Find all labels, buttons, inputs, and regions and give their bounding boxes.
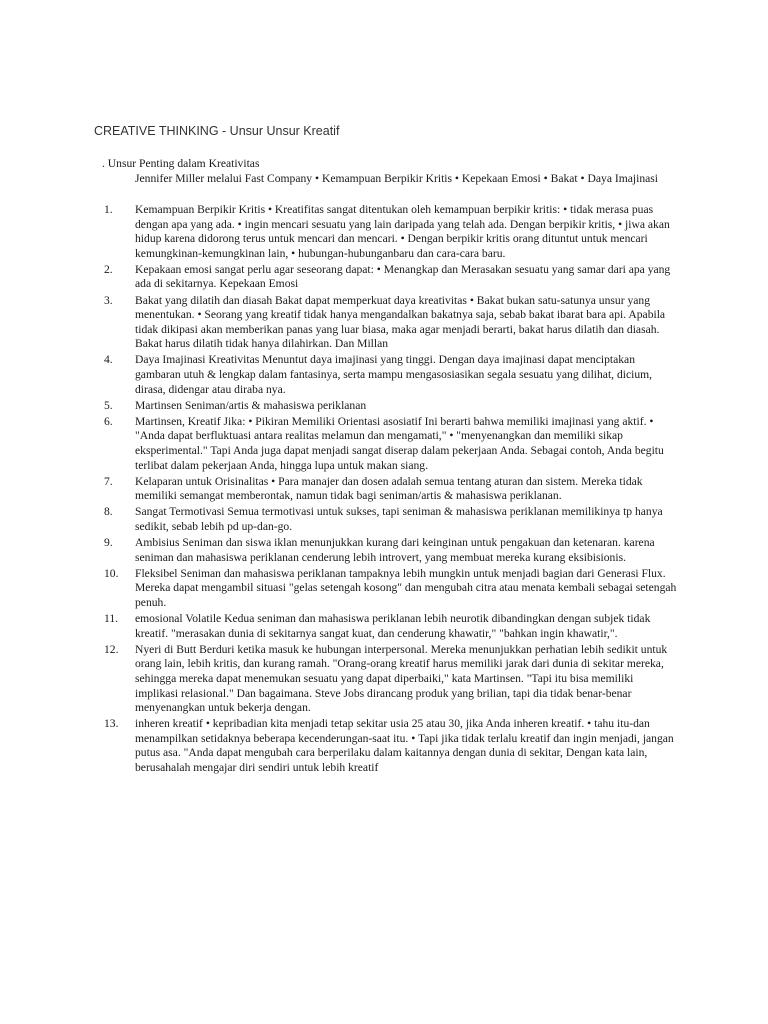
list-item [104, 475, 679, 504]
list-item-number: 11. [104, 612, 119, 626]
list-item-number: 13. [104, 717, 119, 731]
intro-heading: . Unsur Penting dalam Kreativitas [102, 157, 260, 170]
list-item [104, 263, 679, 292]
list-item-text: Ambisius Seniman dan siswa iklan menunjukkan kurang dari keinginan untuk pengakuan dan ketenaran. karena seniman dan mahasiswa periklanan cenderung lebih introvert, yang membuat mereka kurang eksibisionis. [135, 536, 655, 564]
list-item-number: 5. [104, 398, 113, 412]
intro-block [102, 157, 682, 186]
list-item-text: Daya Imajinasi Kreativitas Menuntut daya imajinasi yang tinggi. Dengan daya imajinasi dapat menciptakan gambaran utuh & lengkap dalam fantasinya, serta mampu mengasosiasikan segala sesuatu yang dilihat, dicium, dirasa, didengar atau diraba nya. [135, 353, 653, 396]
list-item [104, 567, 679, 611]
list-item-number: 1. [104, 203, 113, 216]
list-item-number: 9. [104, 536, 113, 550]
list-item-text: Nyeri di Butt Berduri ketika masuk ke hubungan interpersonal. Mereka menunjukkan perhatian lebih sedikit untuk orang lain, lebih kritis, dan kurang ramah. "Orang-orang kreatif harus memiliki jarak dari dunia di sekitar mereka, sehingga mereka dapat menemukan sesuatu yang dapat diperbaiki," kata Martinsen. "Tapi itu bisa memiliki implikasi relasional." Dan bagaimana. Steve Jobs dirancang produk yang brilian, tapi dia tidak benar-benar menyenangkan untuk bekerja dengan. [135, 642, 668, 715]
list-item-text: Kepakaan emosi sangat perlu agar seseorang dapat: • Menangkap dan Merasakan sesuatu yang samar dari apa yang ada di sekitarnya. Kepekaan Emosi [135, 262, 671, 291]
intro-text: Jennifer Miller melalui Fast Company • Kemampuan Berpikir Kritis • Kepekaan Emosi • Bakat • Daya Imajinasi [135, 171, 659, 185]
list-item-number: 3. [104, 293, 113, 307]
list-item [104, 294, 679, 352]
list-item [104, 717, 679, 775]
list-item-text: inheren kreatif • kepribadian kita menjadi tetap sekitar usia 25 atau 30, jika Anda inheren kreatif. • tahu itu-dan menampilkan setidaknya beberapa kecenderungan-saat itu. • Tapi jika tidak terlalu kreatif dan ingin menjadi, jangan putus asa. "Anda dapat mengubah cara berperilaku dalam kaitannya dengan dunia di sekitar, Dengan kata lain, berusahalah mengajar diri sendiri untuk lebih kreatif [135, 717, 674, 774]
list-item-text: Kemampuan Berpikir Kritis • Kreatifitas sangat ditentukan oleh kemampuan berpikir kritis: • tidak merasa puas dengan apa yang ada. • ingin mencari sesuatu yang lain daripada yang telah ada. Dengan berpikir kritis, • jiwa akan hidup karena didorong terus untuk mencari dan mencari. • Dengan berpikir kritis orang dituntut untuk mencari kemungkinan-kemungkinan lain, • hubungan-hubunganbaru dan cara-cara baru. [135, 203, 670, 260]
list-item [104, 643, 679, 716]
numbered-list [104, 203, 679, 777]
list-item [104, 203, 679, 261]
list-item [104, 399, 679, 414]
list-item [104, 505, 679, 534]
list-item-text: Kelaparan untuk Orisinalitas • Para manajer dan dosen adalah semua tentang aturan dan sistem. Mereka tidak memiliki semangat memberontak, namun tidak bagi seniman/artis & mahasiswa periklanan. [135, 474, 643, 503]
list-item-number: 6. [104, 414, 113, 428]
list-item-text: emosional Volatile Kedua seniman dan mahasiswa periklanan lebih neurotik dibandingkan dengan subjek tidak kreatif. "merasakan dunia di sekitarnya sangat kuat, dan cenderung khawatir," "bahkan ingin khawatir,". [135, 612, 651, 640]
list-item [104, 612, 679, 641]
list-item-number: 8. [104, 505, 113, 519]
list-item-number: 10. [104, 566, 119, 580]
list-item-number: 4. [104, 353, 113, 367]
list-item-number: 2. [104, 262, 113, 276]
list-item-text: Martinsen, Kreatif Jika: • Pikiran Memiliki Orientasi asosiatif Ini berarti bahwa memiliki imajinasi yang aktif. • "Anda dapat berfluktuasi antara realitas melamun dan mengamati," • "menyenangkan dan memiliki sikap eksperimental." Tapi Anda juga dapat menjadi sangat diserap dalam pekerjaan Anda. Sebagai contoh, Anda begitu terlibat dalam pekerjaan Anda, hingga lupa untuk makan siang. [135, 414, 664, 472]
list-item-text: Fleksibel Seniman dan mahasiswa periklanan tampaknya lebih mungkin untuk menjadi bagian dari Generasi Flux. Mereka dapat mengambil situasi "gelas setengah kosong" dan mengubah citra atau menata kembali sebagai setengah penuh. [135, 566, 677, 609]
list-item [104, 353, 679, 397]
list-item-text: Martinsen Seniman/artis & mahasiswa periklanan [135, 398, 367, 412]
document-title: CREATIVE THINKING - Unsur Unsur Kreatif [94, 124, 340, 138]
list-item-text: Sangat Termotivasi Semua termotivasi untuk sukses, tapi seniman & mahasiswa periklanan memilikinya tp hanya sedikit, sebab lebih pd up-dan-go. [135, 505, 663, 533]
list-item [104, 536, 679, 565]
list-item-text: Bakat yang dilatih dan diasah Bakat dapat memperkuat daya kreativitas • Bakat bukan satu-satunya unsur yang menentukan. • Seorang yang kreatif tidak hanya mengandalkan bakatnya saja, sebab bakat ibarat bara api. Apabila tidak dikipasi akan memberikan panas yang luar biasa, maka agar menjadi berarti, bakat harus dilatih dan diasah. Bakat harus dilatih tidak hanya dilahirkan. Dan Millan [135, 293, 666, 351]
list-item-number: 12. [104, 642, 119, 656]
list-item-number: 7. [104, 474, 113, 488]
list-item [104, 415, 679, 473]
